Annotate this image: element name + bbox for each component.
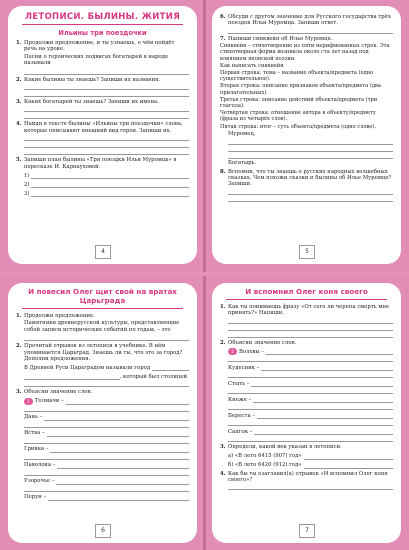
answer-line[interactable]	[24, 334, 189, 341]
question-3: 3. Каких богатырей ты знаешь? Запиши их имена.	[16, 99, 159, 106]
answer-line[interactable]	[228, 419, 393, 426]
answer-line[interactable]	[24, 485, 189, 492]
divider	[226, 299, 387, 300]
page-7	[212, 283, 401, 543]
answer-line[interactable]	[24, 437, 189, 444]
answer-line[interactable]	[24, 68, 189, 75]
answer-line[interactable]	[24, 380, 189, 387]
answer-line[interactable]	[24, 141, 189, 148]
question-3: 3. Определи, какой век указан в летописи.	[220, 444, 342, 451]
question-5: 5. Запиши план былины «Три поездки Ильи Муромца» в пересказе И. Карнауховой.	[16, 157, 177, 170]
answer-line[interactable]	[24, 134, 189, 141]
bottom-spread	[0, 276, 409, 550]
question-1: 1. Продолжи предложение.	[16, 313, 95, 319]
word-beresta[interactable]: Береста –	[228, 412, 393, 419]
word-perun[interactable]: Перун –	[24, 494, 189, 501]
answer-line[interactable]	[228, 371, 393, 378]
lesson-title: И вспомнил Олег коня своего	[245, 287, 368, 296]
rule-line-1: Первая строка: тема – название объекта/предмета (одно существительное).	[220, 70, 374, 83]
lesson-title: Ильины три поездочки	[58, 29, 147, 37]
answer-line[interactable]	[24, 105, 189, 112]
question-6: 6. Обсуди с другом значение для Русского государства трёх поездок Ильи Муромца. Запиши ответ.	[220, 14, 391, 27]
question-4: 4. Как бы ты озаглавил(а) отрывок «И вспомнил Олег коня своего»?	[220, 470, 388, 484]
fill-city[interactable]: В Древней Руси Царьградом называли город	[24, 364, 189, 371]
word-yastva[interactable]: Яства –	[24, 430, 189, 437]
word-grivna[interactable]: Гривна –	[24, 446, 189, 453]
answer-line[interactable]	[228, 138, 393, 145]
plan-item-3[interactable]: 3)	[24, 190, 189, 197]
chapter-title: ЛЕТОПИСИ. БЫЛИНЫ. ЖИТИЯ	[24, 12, 181, 22]
answer-line[interactable]	[228, 152, 393, 159]
word-volkhvy[interactable]: 2 Волхвы –	[228, 348, 393, 355]
sinkvein-start: Муромец,	[228, 130, 256, 137]
answer-line[interactable]	[228, 435, 393, 442]
top-spread	[0, 0, 409, 272]
answer-line[interactable]	[228, 387, 393, 394]
question-4: 4. Найди в тексте былины «Ильины три поездочки» слова, которые описывают внешний вид героя. Запиши их.	[16, 121, 183, 134]
answer-line[interactable]	[228, 331, 393, 338]
question-3: 3. Объясни значение слов.	[16, 389, 93, 396]
rule-line-3: Третья строка: описание действий объекта/предмета (три глагола).	[220, 96, 378, 110]
answer-line[interactable]	[228, 317, 393, 324]
answer-line[interactable]	[228, 195, 393, 202]
word-styt[interactable]: Стыть –	[228, 380, 393, 387]
word-dan[interactable]: Дань –	[24, 414, 189, 421]
divider	[22, 24, 183, 25]
question-8: 8. Вспомни, что ты знаешь о русских народных волшебных сказках. Чем похожи сказки и былины об Илье Муромце? Запиши.	[220, 168, 392, 188]
answer-line[interactable]	[24, 453, 189, 460]
hint-badge: 1	[24, 398, 33, 405]
page-number: 5	[299, 245, 315, 259]
word-uzoroche[interactable]: Узорочье –	[24, 478, 189, 485]
answer-line[interactable]	[24, 112, 189, 119]
gutter	[203, 0, 206, 272]
lesson-title: И повесил Олег щит свой на вратах Царьграда	[28, 287, 177, 305]
plan-item-1[interactable]: 1)	[24, 172, 189, 179]
page-number: 6	[95, 524, 111, 538]
how-to-heading: Как написать синквейн	[220, 62, 284, 69]
word-kudesnik[interactable]: Кудесник –	[228, 364, 393, 371]
rule-line-2: Вторая строка: описание признаков объекта/предмета (два прилагательных).	[220, 83, 381, 96]
page-number: 4	[95, 245, 111, 259]
page-6	[8, 283, 197, 543]
century-b[interactable]: б) «В лето 6420 (912) год»	[228, 462, 393, 469]
answer-line[interactable]	[24, 148, 189, 155]
answer-line[interactable]	[24, 90, 189, 97]
answer-line[interactable]	[228, 403, 393, 410]
word-pavoloka[interactable]: Паволока –	[24, 462, 189, 469]
sinkvein-definition: Синквейн – стихотворение из пяти нерифмованных строк. Эта стихотворная форма возникла около ста лет назад под влиянием японской поэзии.	[220, 43, 390, 62]
word-sapgok[interactable]: Сапгок –	[228, 428, 393, 435]
question-1: 1. Продолжи предложение, и ты узнаешь, о чём пойдёт речь на уроке.	[16, 40, 175, 53]
question-2: 2. Какие былины ты знаешь? Запиши их названия.	[16, 76, 161, 83]
fill-capital[interactable]: , который был столицей	[24, 373, 189, 380]
answer-line[interactable]	[24, 83, 189, 90]
question-1: 1. Как ты понимаешь фразу «От сего ли черепа смерть мне принять?» Напиши.	[220, 304, 390, 317]
page-4	[8, 6, 197, 264]
page-number: 7	[299, 524, 315, 538]
word-knezhe[interactable]: Кнеже –	[228, 396, 393, 403]
answer-line[interactable]	[228, 27, 393, 34]
answer-line[interactable]	[228, 145, 393, 152]
rule-line-4: Четвёртая строка: отношение автора к объекту/предмету (фраза из четырёх слов).	[220, 110, 376, 123]
question-2: 2. Прочитай отрывок из летописи в учебнике. В нём упоминается Царьград. Знаешь ли ты, что это за город? Дополни предложения.	[16, 343, 183, 363]
plan-item-2[interactable]: 2)	[24, 181, 189, 188]
answer-line[interactable]	[24, 469, 189, 476]
question-1-text: Памятники древнерусской культуры, представляющие собой записи исторических событий по годам, – это	[24, 320, 180, 333]
page-5	[212, 6, 401, 264]
divider	[22, 308, 183, 309]
answer-line[interactable]	[24, 421, 189, 428]
question-1-fill: Песни о героических подвигах богатырей в народе называли	[24, 53, 169, 67]
word-tolmachi[interactable]: 1 Толмачи –	[24, 398, 189, 405]
sinkvein-end: Богатырь.	[228, 160, 257, 167]
hint-badge: 2	[228, 348, 237, 355]
answer-line[interactable]	[228, 324, 393, 331]
answer-line[interactable]	[228, 355, 393, 362]
question-2: 2. Объясни значение слов.	[220, 339, 297, 346]
answer-line[interactable]	[24, 405, 189, 412]
answer-line[interactable]	[228, 188, 393, 195]
question-7: 7. Напиши синквейн об Илье Муромце.	[220, 35, 333, 42]
century-a[interactable]: а) «В лето 6415 (907) год»	[228, 453, 393, 460]
answer-line[interactable]	[228, 483, 393, 490]
gutter	[203, 276, 206, 550]
rule-line-5: Пятая строка: итог – суть объекта/предмета (одно слово).	[220, 123, 377, 130]
